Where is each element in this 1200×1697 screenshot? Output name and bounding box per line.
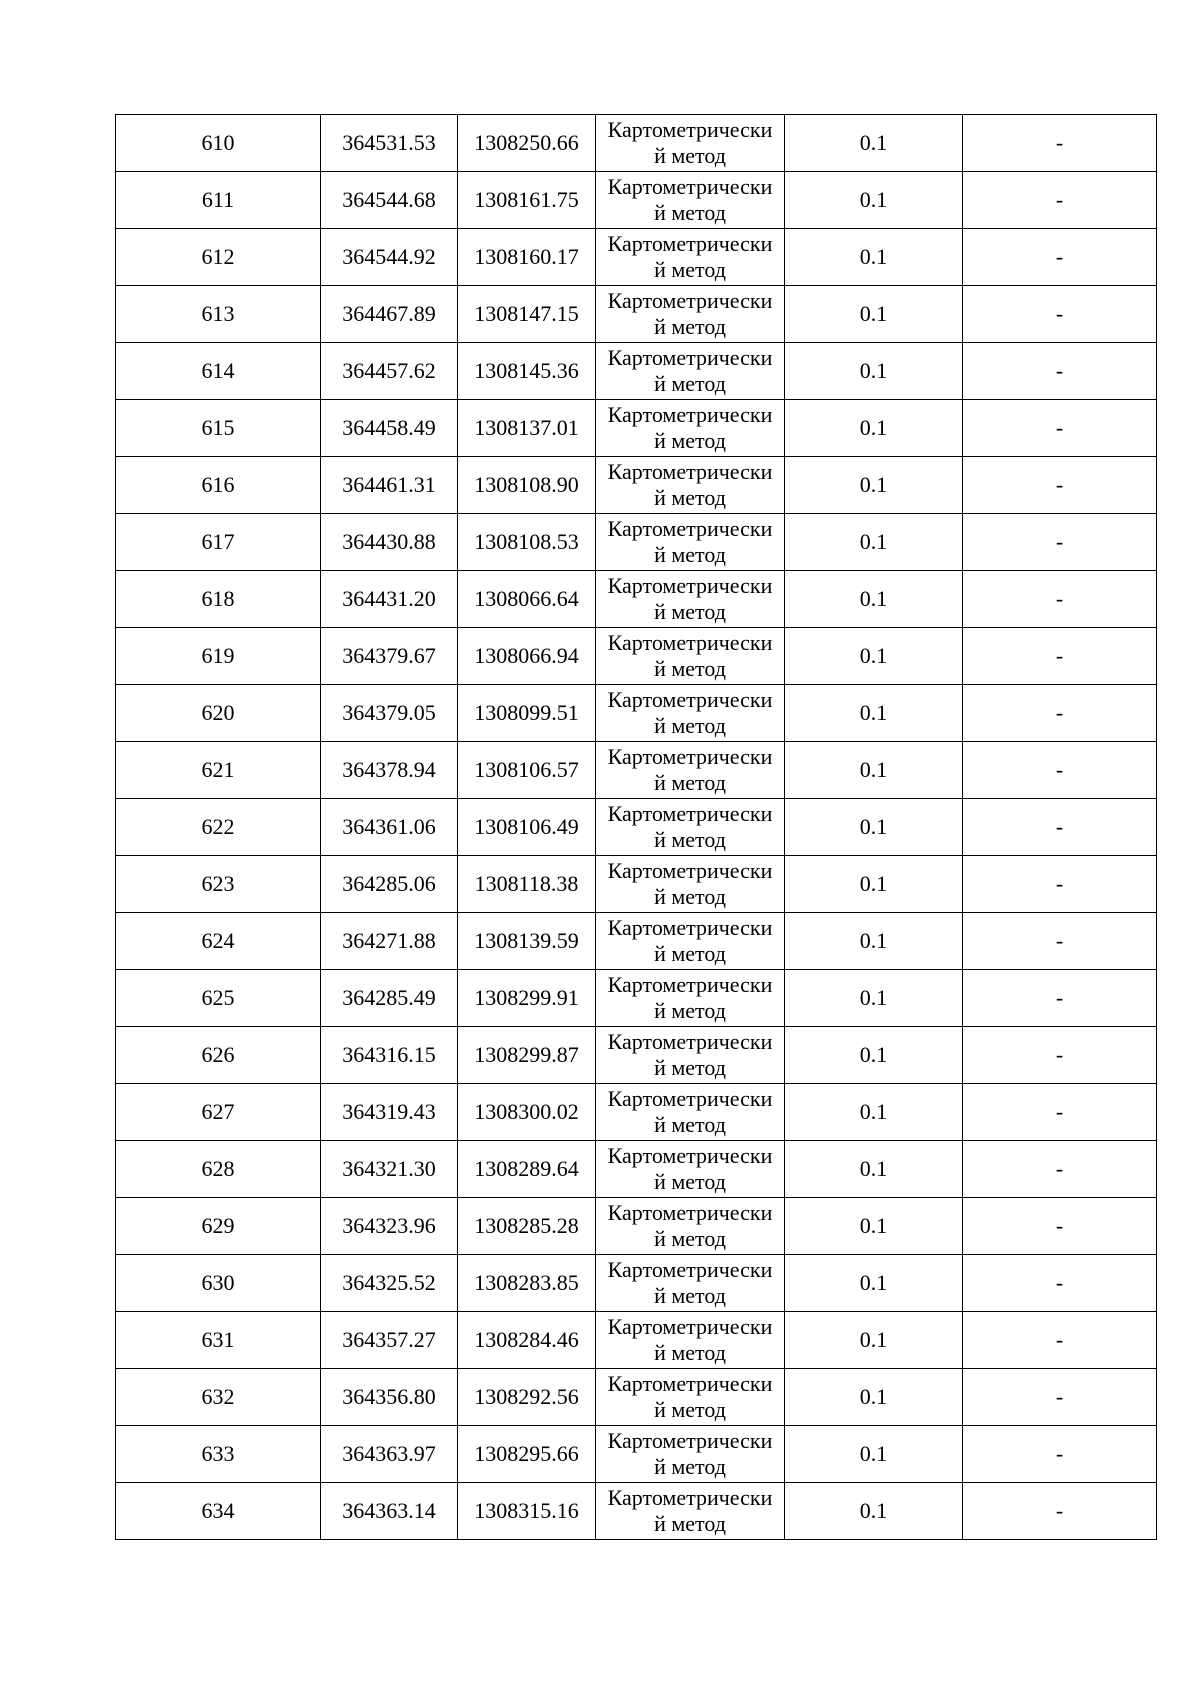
method-cell xyxy=(596,115,785,172)
y-coordinate-cell: 1308295.66 xyxy=(458,1426,596,1483)
method-cell xyxy=(596,457,785,514)
y-coordinate-cell: 1308145.36 xyxy=(458,343,596,400)
accuracy-cell: 0.1 xyxy=(785,1198,963,1255)
point-number-cell: 625 xyxy=(116,970,321,1027)
method-text-line-1: Картометрически xyxy=(607,1143,773,1168)
note-cell: - xyxy=(963,628,1157,685)
method-text-line-2: й метод xyxy=(654,1055,726,1080)
method-cell xyxy=(596,1255,785,1312)
point-number-cell: 628 xyxy=(116,1141,321,1198)
method-text-line-2: й метод xyxy=(654,1112,726,1137)
method-text-line-2: й метод xyxy=(654,200,726,225)
table-row xyxy=(116,571,1157,628)
y-coordinate-cell: 1308292.56 xyxy=(458,1369,596,1426)
x-coordinate-cell: 364356.80 xyxy=(321,1369,458,1426)
method-cell xyxy=(596,1312,785,1369)
note-cell: - xyxy=(963,1084,1157,1141)
method-text-line-2: й метод xyxy=(654,1226,726,1251)
method-text-line-1: Картометрически xyxy=(607,1086,773,1111)
accuracy-cell: 0.1 xyxy=(785,1483,963,1540)
point-number-cell: 622 xyxy=(116,799,321,856)
method-cell xyxy=(596,742,785,799)
method-text-line-2: й метод xyxy=(654,1169,726,1194)
method-text-line-2: й метод xyxy=(654,1397,726,1422)
note-cell: - xyxy=(963,856,1157,913)
method-text-line-1: Картометрически xyxy=(607,1257,773,1282)
x-coordinate-cell: 364357.27 xyxy=(321,1312,458,1369)
accuracy-cell: 0.1 xyxy=(785,1255,963,1312)
y-coordinate-cell: 1308284.46 xyxy=(458,1312,596,1369)
method-cell xyxy=(596,970,785,1027)
method-text-line-1: Картометрически xyxy=(607,972,773,997)
table-row xyxy=(116,628,1157,685)
accuracy-cell: 0.1 xyxy=(785,115,963,172)
note-cell: - xyxy=(963,1141,1157,1198)
y-coordinate-cell: 1308108.53 xyxy=(458,514,596,571)
accuracy-cell: 0.1 xyxy=(785,970,963,1027)
note-cell: - xyxy=(963,400,1157,457)
method-text-line-2: й метод xyxy=(654,143,726,168)
accuracy-cell: 0.1 xyxy=(785,286,963,343)
y-coordinate-cell: 1308066.64 xyxy=(458,571,596,628)
method-text-line-1: Картометрически xyxy=(607,1428,773,1453)
x-coordinate-cell: 364531.53 xyxy=(321,115,458,172)
x-coordinate-cell: 364285.06 xyxy=(321,856,458,913)
x-coordinate-cell: 364361.06 xyxy=(321,799,458,856)
method-text-line-2: й метод xyxy=(654,1454,726,1479)
point-number-cell: 632 xyxy=(116,1369,321,1426)
accuracy-cell: 0.1 xyxy=(785,685,963,742)
table-row xyxy=(116,970,1157,1027)
method-cell xyxy=(596,571,785,628)
method-text-line-2: й метод xyxy=(654,656,726,681)
y-coordinate-cell: 1308108.90 xyxy=(458,457,596,514)
x-coordinate-cell: 364461.31 xyxy=(321,457,458,514)
point-number-cell: 621 xyxy=(116,742,321,799)
table-row xyxy=(116,229,1157,286)
y-coordinate-cell: 1308118.38 xyxy=(458,856,596,913)
x-coordinate-cell: 364316.15 xyxy=(321,1027,458,1084)
table-row xyxy=(116,115,1157,172)
y-coordinate-cell: 1308315.16 xyxy=(458,1483,596,1540)
point-number-cell: 610 xyxy=(116,115,321,172)
accuracy-cell: 0.1 xyxy=(785,742,963,799)
method-text-line-1: Картометрически xyxy=(607,174,773,199)
method-text-line-2: й метод xyxy=(654,599,726,624)
y-coordinate-cell: 1308300.02 xyxy=(458,1084,596,1141)
table-row xyxy=(116,457,1157,514)
method-text-line-1: Картометрически xyxy=(607,915,773,940)
y-coordinate-cell: 1308160.17 xyxy=(458,229,596,286)
method-text-line-1: Картометрически xyxy=(607,117,773,142)
accuracy-cell: 0.1 xyxy=(785,1426,963,1483)
note-cell: - xyxy=(963,742,1157,799)
accuracy-cell: 0.1 xyxy=(785,571,963,628)
method-text-line-1: Картометрически xyxy=(607,858,773,883)
method-text-line-1: Картометрически xyxy=(607,573,773,598)
y-coordinate-cell: 1308283.85 xyxy=(458,1255,596,1312)
note-cell: - xyxy=(963,1027,1157,1084)
method-cell xyxy=(596,1483,785,1540)
accuracy-cell: 0.1 xyxy=(785,1027,963,1084)
note-cell: - xyxy=(963,115,1157,172)
table-row xyxy=(116,1426,1157,1483)
method-text-line-2: й метод xyxy=(654,827,726,852)
method-text-line-2: й метод xyxy=(654,1340,726,1365)
method-text-line-1: Картометрически xyxy=(607,459,773,484)
table-row xyxy=(116,1255,1157,1312)
accuracy-cell: 0.1 xyxy=(785,400,963,457)
y-coordinate-cell: 1308285.28 xyxy=(458,1198,596,1255)
note-cell: - xyxy=(963,514,1157,571)
x-coordinate-cell: 364323.96 xyxy=(321,1198,458,1255)
point-number-cell: 613 xyxy=(116,286,321,343)
table-row xyxy=(116,685,1157,742)
x-coordinate-cell: 364430.88 xyxy=(321,514,458,571)
y-coordinate-cell: 1308299.87 xyxy=(458,1027,596,1084)
x-coordinate-cell: 364379.05 xyxy=(321,685,458,742)
accuracy-cell: 0.1 xyxy=(785,343,963,400)
note-cell: - xyxy=(963,1255,1157,1312)
accuracy-cell: 0.1 xyxy=(785,913,963,970)
method-text-line-2: й метод xyxy=(654,713,726,738)
method-text-line-1: Картометрически xyxy=(607,1029,773,1054)
x-coordinate-cell: 364363.14 xyxy=(321,1483,458,1540)
method-text-line-2: й метод xyxy=(654,941,726,966)
table-row xyxy=(116,343,1157,400)
note-cell: - xyxy=(963,1369,1157,1426)
point-number-cell: 623 xyxy=(116,856,321,913)
note-cell: - xyxy=(963,343,1157,400)
table-row xyxy=(116,799,1157,856)
method-text-line-1: Картометрически xyxy=(607,288,773,313)
table-row xyxy=(116,1198,1157,1255)
method-text-line-1: Картометрически xyxy=(607,1314,773,1339)
table-row xyxy=(116,400,1157,457)
method-text-line-1: Картометрически xyxy=(607,516,773,541)
method-text-line-2: й метод xyxy=(654,371,726,396)
coordinates-table xyxy=(115,114,1157,1540)
y-coordinate-cell: 1308137.01 xyxy=(458,400,596,457)
method-cell xyxy=(596,229,785,286)
table-row xyxy=(116,514,1157,571)
x-coordinate-cell: 364285.49 xyxy=(321,970,458,1027)
x-coordinate-cell: 364363.97 xyxy=(321,1426,458,1483)
point-number-cell: 631 xyxy=(116,1312,321,1369)
method-text-line-1: Картометрически xyxy=(607,1371,773,1396)
method-text-line-2: й метод xyxy=(654,485,726,510)
method-cell xyxy=(596,856,785,913)
x-coordinate-cell: 364457.62 xyxy=(321,343,458,400)
note-cell: - xyxy=(963,1426,1157,1483)
table-row xyxy=(116,1312,1157,1369)
table-row xyxy=(116,1027,1157,1084)
method-cell xyxy=(596,1084,785,1141)
method-text-line-1: Картометрически xyxy=(607,801,773,826)
method-text-line-1: Картометрически xyxy=(607,345,773,370)
x-coordinate-cell: 364467.89 xyxy=(321,286,458,343)
note-cell: - xyxy=(963,799,1157,856)
table-row xyxy=(116,1084,1157,1141)
note-cell: - xyxy=(963,970,1157,1027)
method-text-line-2: й метод xyxy=(654,770,726,795)
table-row xyxy=(116,742,1157,799)
method-text-line-1: Картометрически xyxy=(607,687,773,712)
point-number-cell: 615 xyxy=(116,400,321,457)
method-text-line-2: й метод xyxy=(654,884,726,909)
accuracy-cell: 0.1 xyxy=(785,799,963,856)
x-coordinate-cell: 364321.30 xyxy=(321,1141,458,1198)
note-cell: - xyxy=(963,286,1157,343)
table-row xyxy=(116,172,1157,229)
method-cell xyxy=(596,172,785,229)
y-coordinate-cell: 1308106.57 xyxy=(458,742,596,799)
x-coordinate-cell: 364319.43 xyxy=(321,1084,458,1141)
point-number-cell: 612 xyxy=(116,229,321,286)
y-coordinate-cell: 1308161.75 xyxy=(458,172,596,229)
method-cell xyxy=(596,1369,785,1426)
accuracy-cell: 0.1 xyxy=(785,457,963,514)
method-cell xyxy=(596,913,785,970)
x-coordinate-cell: 364544.92 xyxy=(321,229,458,286)
accuracy-cell: 0.1 xyxy=(785,856,963,913)
point-number-cell: 629 xyxy=(116,1198,321,1255)
y-coordinate-cell: 1308066.94 xyxy=(458,628,596,685)
y-coordinate-cell: 1308299.91 xyxy=(458,970,596,1027)
note-cell: - xyxy=(963,1483,1157,1540)
x-coordinate-cell: 364378.94 xyxy=(321,742,458,799)
accuracy-cell: 0.1 xyxy=(785,628,963,685)
method-text-line-2: й метод xyxy=(654,314,726,339)
method-cell xyxy=(596,343,785,400)
note-cell: - xyxy=(963,571,1157,628)
point-number-cell: 626 xyxy=(116,1027,321,1084)
method-cell xyxy=(596,1426,785,1483)
method-cell xyxy=(596,799,785,856)
accuracy-cell: 0.1 xyxy=(785,172,963,229)
note-cell: - xyxy=(963,1312,1157,1369)
table-row xyxy=(116,1483,1157,1540)
point-number-cell: 633 xyxy=(116,1426,321,1483)
method-text-line-1: Картометрически xyxy=(607,1200,773,1225)
accuracy-cell: 0.1 xyxy=(785,1369,963,1426)
note-cell: - xyxy=(963,685,1157,742)
table-row xyxy=(116,1141,1157,1198)
y-coordinate-cell: 1308250.66 xyxy=(458,115,596,172)
y-coordinate-cell: 1308139.59 xyxy=(458,913,596,970)
note-cell: - xyxy=(963,457,1157,514)
table-row xyxy=(116,913,1157,970)
method-text-line-1: Картометрически xyxy=(607,744,773,769)
x-coordinate-cell: 364458.49 xyxy=(321,400,458,457)
accuracy-cell: 0.1 xyxy=(785,1312,963,1369)
note-cell: - xyxy=(963,172,1157,229)
point-number-cell: 616 xyxy=(116,457,321,514)
point-number-cell: 630 xyxy=(116,1255,321,1312)
point-number-cell: 611 xyxy=(116,172,321,229)
method-cell xyxy=(596,286,785,343)
note-cell: - xyxy=(963,1198,1157,1255)
point-number-cell: 634 xyxy=(116,1483,321,1540)
method-cell xyxy=(596,628,785,685)
point-number-cell: 620 xyxy=(116,685,321,742)
x-coordinate-cell: 364431.20 xyxy=(321,571,458,628)
x-coordinate-cell: 364271.88 xyxy=(321,913,458,970)
y-coordinate-cell: 1308147.15 xyxy=(458,286,596,343)
method-cell xyxy=(596,400,785,457)
method-cell xyxy=(596,514,785,571)
method-text-line-1: Картометрически xyxy=(607,402,773,427)
method-text-line-1: Картометрически xyxy=(607,1485,773,1510)
point-number-cell: 614 xyxy=(116,343,321,400)
point-number-cell: 627 xyxy=(116,1084,321,1141)
note-cell: - xyxy=(963,229,1157,286)
x-coordinate-cell: 364325.52 xyxy=(321,1255,458,1312)
table-row xyxy=(116,856,1157,913)
x-coordinate-cell: 364379.67 xyxy=(321,628,458,685)
method-cell xyxy=(596,685,785,742)
accuracy-cell: 0.1 xyxy=(785,1084,963,1141)
y-coordinate-cell: 1308106.49 xyxy=(458,799,596,856)
table-row xyxy=(116,286,1157,343)
point-number-cell: 624 xyxy=(116,913,321,970)
method-text-line-2: й метод xyxy=(654,998,726,1023)
point-number-cell: 617 xyxy=(116,514,321,571)
method-cell xyxy=(596,1027,785,1084)
accuracy-cell: 0.1 xyxy=(785,1141,963,1198)
table-row xyxy=(116,1369,1157,1426)
point-number-cell: 619 xyxy=(116,628,321,685)
note-cell: - xyxy=(963,913,1157,970)
accuracy-cell: 0.1 xyxy=(785,514,963,571)
method-cell xyxy=(596,1198,785,1255)
y-coordinate-cell: 1308289.64 xyxy=(458,1141,596,1198)
x-coordinate-cell: 364544.68 xyxy=(321,172,458,229)
y-coordinate-cell: 1308099.51 xyxy=(458,685,596,742)
method-text-line-2: й метод xyxy=(654,542,726,567)
method-text-line-2: й метод xyxy=(654,428,726,453)
method-text-line-2: й метод xyxy=(654,257,726,282)
coordinates-table-body xyxy=(116,115,1157,1540)
method-text-line-1: Картометрически xyxy=(607,231,773,256)
point-number-cell: 618 xyxy=(116,571,321,628)
method-text-line-2: й метод xyxy=(654,1511,726,1536)
method-text-line-2: й метод xyxy=(654,1283,726,1308)
accuracy-cell: 0.1 xyxy=(785,229,963,286)
method-text-line-1: Картометрически xyxy=(607,630,773,655)
method-cell xyxy=(596,1141,785,1198)
